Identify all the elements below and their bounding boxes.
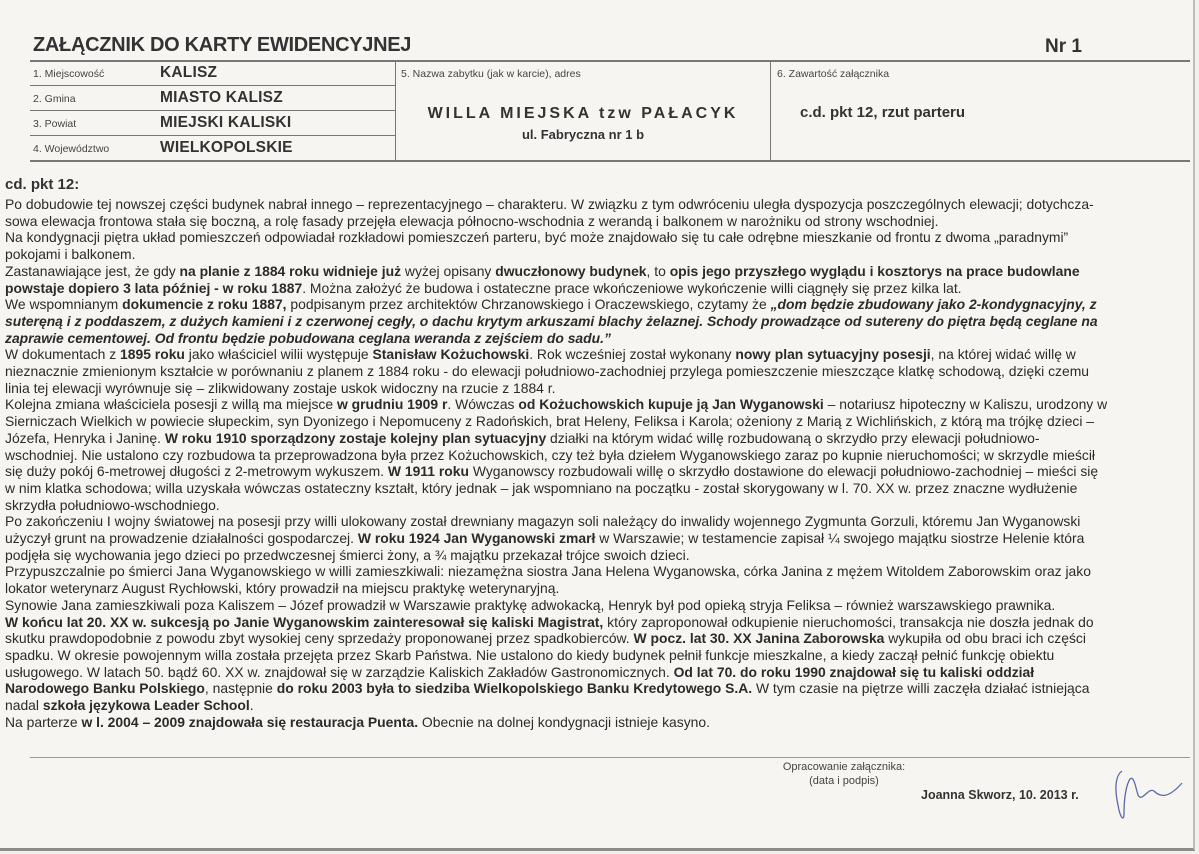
divider bbox=[30, 160, 1190, 162]
county-value: MIEJSKI KALISKI bbox=[160, 114, 292, 131]
text-segment: wyżej opisany bbox=[401, 262, 496, 279]
body-line bbox=[5, 447, 1107, 464]
emphasized-text: suteręną i z poddaszem, z dużych kamieni i z czerwonej cegły, o dachu krytym arkuszami blachy żelaznej. Schody prowadzące od sutereny do piętra będą ceglane na bbox=[5, 312, 1098, 329]
body-line bbox=[5, 330, 1107, 347]
emphasized-text: W roku 1924 Jan Wyganowski zmarł bbox=[357, 530, 596, 547]
emphasized-text: W końcu lat 20. XX w. sukcesją po Janie Wyganowskim zainteresował się kaliski Magistrat, bbox=[5, 613, 604, 630]
text-segment: w nim klatka schodowa; willa uzyskała wówczas ostateczny kształt, który jednak – jak wspomniano na początku - został skorygowany w l. 70. XX w. przez znaczne wydłużenie bbox=[5, 479, 1078, 496]
text-segment: skrzydła południowo-wschodniego. bbox=[5, 496, 220, 513]
emphasized-text: W pocz. lat 30. XX Janina Zaborowska bbox=[633, 630, 885, 647]
divider bbox=[30, 85, 395, 86]
body-line bbox=[5, 430, 1107, 447]
text-segment: nadal bbox=[5, 697, 43, 714]
emphasized-text: opis jego przyszłego wyglądu i kosztorys na prace budowlane bbox=[669, 262, 1080, 279]
emphasized-text: powstaje dopiero 3 lata później - w roku 1887 bbox=[5, 279, 303, 296]
locality-value: KALISZ bbox=[160, 64, 218, 81]
prepared-label: Opracowanie załącznika: bbox=[782, 761, 906, 773]
emphasized-text: do roku 2003 była to siedziba Wielkopolskiego Banku Kredytowego S.A. bbox=[276, 680, 753, 697]
text-segment: jako właściciel wilii występuje bbox=[184, 346, 373, 363]
section-heading: cd. pkt 12: bbox=[5, 176, 80, 193]
emphasized-text: na planie z 1884 roku widnieje już bbox=[179, 262, 402, 279]
text-segment: wschodniej. Nie ustalono czy rozbudowa ta przeprowadzona była przez Kożuchowskich, czy też była dziełem Wyganowskiego zaraz po kupnie nieruchomości; w skrzydle mieścił bbox=[5, 446, 1096, 463]
text-segment: . Wówczas bbox=[447, 396, 519, 413]
body-line bbox=[5, 196, 1107, 213]
body-line bbox=[5, 497, 1107, 514]
text-segment: , następnie bbox=[204, 680, 277, 697]
prepared-by-label bbox=[779, 760, 909, 788]
body-line bbox=[5, 513, 1107, 530]
text-segment: działki na którym widać willę rozbudowaną o skrzydło przy elewacji południowo- bbox=[546, 429, 1040, 446]
text-segment: sowa elewacja frontowa stała się boczną, a rolę fasady przejęła elewacja północno-wschodnia z werandą i balkonem w narożniku od strony wschodniej. bbox=[5, 212, 939, 229]
emphasized-text: dwuczłonowy budynek bbox=[495, 262, 647, 279]
text-segment: We wspomnianym bbox=[5, 296, 123, 313]
body-line bbox=[5, 697, 1107, 714]
body-line bbox=[5, 614, 1107, 631]
emphasized-text: W 1911 roku bbox=[387, 463, 469, 480]
locality-label: 1. Miejscowość bbox=[33, 68, 105, 80]
divider bbox=[30, 60, 1190, 62]
text-segment: Józefa, Henryka i Janinę. bbox=[5, 429, 165, 446]
text-segment: Sierniczach Wielkich w powiecie słupeckim, syn Dyonizego i Nepomuceny z Radońskich, brat Heleny, Feliksa i Karola; ożeniony z Marią z Wichlińskich, z którą ma trójkę dzieci – bbox=[5, 413, 1095, 430]
body-line bbox=[5, 246, 1107, 263]
text-segment: w Warszawie; w testamencie zapisał ¼ swojego majątku siostrze Helenie która bbox=[595, 530, 1085, 547]
body-line bbox=[5, 413, 1107, 430]
emphasized-text: w grudniu 1909 r bbox=[336, 396, 448, 413]
text-segment: lokator weterynarz August Rychłowski, który prowadził na miejscu praktykę weterynaryjną. bbox=[5, 580, 560, 597]
monument-label: 5. Nazwa zabytku (jak w karcie), adres bbox=[401, 68, 581, 80]
body-line bbox=[5, 547, 1107, 564]
body-line bbox=[5, 630, 1107, 647]
emphasized-text: Stanisław Kożuchowski bbox=[372, 346, 530, 363]
text-segment: który zaproponował odkupienie nieruchomości, transakcja nie doszła jednak do bbox=[603, 613, 1094, 630]
emphasized-text: od Kożuchowskich kupuje ją Jan Wyganowski bbox=[518, 396, 824, 413]
text-segment: spadku. W okresie powojennym willa została przejęta przez Skarb Państwa. Nie ustalono do kiedy budynek pełnił funkcje mieszkalne, a kiedy zaczął pełnić funkcję obiektu bbox=[5, 646, 1055, 663]
body-line bbox=[5, 346, 1107, 363]
body-line bbox=[5, 380, 1107, 397]
text-segment: usługowego. W latach 50. bądź 60. XX w. znajdował się w zarządzie Kaliskich Zakładów Gastronomicznych. bbox=[5, 663, 674, 680]
content-value: c.d. pkt 12, rzut parteru bbox=[800, 104, 966, 121]
divider bbox=[770, 61, 771, 160]
text-segment: Kolejna zmiana właściciela posesji z willą ma miejsce bbox=[5, 396, 337, 413]
emphasized-text: Od lat 70. do roku 1990 znajdował się tu kaliski oddział bbox=[673, 663, 1035, 680]
voivodeship-label: 4. Województwo bbox=[33, 143, 110, 155]
prepared-sublabel: (data i podpis) bbox=[809, 775, 879, 787]
monument-name: WILLA MIEJSKA tzw PAŁACYK bbox=[427, 105, 739, 122]
body-line bbox=[5, 563, 1107, 580]
author-date: Joanna Skworz, 10. 2013 r. bbox=[921, 788, 1079, 802]
body-line bbox=[5, 664, 1107, 681]
text-segment: W tym czasie na piętrze willi zaczęła działać istniejąca bbox=[752, 680, 1090, 697]
content-label: 6. Zawartość załącznika bbox=[777, 68, 890, 80]
text-segment: pokojami i balkonem. bbox=[5, 246, 136, 263]
text-segment: . Można założyć że budowa i ostateczne prace wkończeniowe wykończenie willi ciągnęły się przez kilka lat. bbox=[302, 279, 962, 296]
text-segment: – notariusz hipoteczny w Kaliszu, urodzony w bbox=[823, 396, 1108, 413]
text-segment: Po dobudowie tej nowszej części budynek nabrał innego – reprezentacyjnego – charakteru. W związku z tym odwróceniu uległa dyspozycja poszczególnych elewacji; dotychcza- bbox=[5, 196, 1094, 212]
text-segment: podjęła się wychowania jego dzieci po przedwczesnej śmierci żony, a ¾ majątku przekazał trójce swoich dzieci. bbox=[5, 546, 690, 563]
voivodeship-value: WIELKOPOLSKIE bbox=[160, 139, 293, 156]
text-segment: Przypuszczalnie po śmierci Jana Wyganowskiego w willi zamieszkiwali: niezamężna siostra Jana Helena Wyganowska, córka Janina z mężem Witoldem Zaborowskim oraz jako bbox=[5, 563, 1091, 580]
body-line bbox=[5, 597, 1107, 614]
body-line bbox=[5, 396, 1107, 413]
body-line bbox=[5, 263, 1107, 280]
text-segment: Wyganowscy rozbudowali willę o skrzydło dostawione do elewacji południowo-zachodniej – mieści się bbox=[468, 463, 1099, 480]
text-segment: Na parterze bbox=[5, 713, 82, 730]
body-line bbox=[5, 530, 1107, 547]
text-segment: , na której widać willę w bbox=[930, 346, 1076, 363]
text-segment: . Rok wcześniej został wykonany bbox=[529, 346, 736, 363]
emphasized-text: 1895 roku bbox=[120, 346, 185, 363]
emphasized-text: zaprawie cementowej. Od frontu będzie pobudowana ceglana weranda z zejściem do sadu.” bbox=[5, 329, 611, 346]
text-segment: skutku prawdopodobnie z powodu zbyt wysokiej ceny sprzedaży proponowanej przez spadkobierców. bbox=[5, 630, 634, 647]
body-line bbox=[5, 580, 1107, 597]
emphasized-text: W roku 1910 sporządzony zostaje kolejny plan sytuacyjny bbox=[164, 429, 547, 446]
body-line bbox=[5, 463, 1107, 480]
emphasized-text: „dom będzie zbudowany jako 2-kondygnacyjny, z bbox=[770, 296, 1097, 313]
commune-label: 2. Gmina bbox=[33, 93, 76, 105]
body-line bbox=[5, 296, 1107, 313]
divider bbox=[30, 757, 1190, 758]
emphasized-text: Narodowego Banku Polskiego bbox=[5, 680, 205, 697]
handwritten-signature bbox=[1110, 765, 1190, 825]
body-line bbox=[5, 213, 1107, 230]
text-segment: Po zakończeniu I wojny światowej na posesji przy willi ulokowany został drewniany magazyn soli należący do inwalidy wojennego Zygmunta Gorzuli, któremu Jan Wyganowski bbox=[5, 513, 1081, 530]
text-segment: wykupiła od obu braci ich części bbox=[884, 630, 1086, 647]
body-line bbox=[5, 363, 1107, 380]
text-segment: podpisanym przez architektów Chrzanowskiego i Oraczewskiego, czytamy że bbox=[286, 296, 771, 313]
body-line bbox=[5, 680, 1107, 697]
text-segment: W dokumentach z bbox=[5, 346, 121, 363]
text-segment: się duży pokój 6-metrowej długości z 2-metrowym wykuszem. bbox=[5, 463, 388, 480]
text-segment: Na kondygnacji piętra układ pomieszczeń odpowiadał rozkładowi pomieszczeń parteru, być może znajdowało się tu całe odrębne mieszkanie od frontu z dwoma „paradnymi” bbox=[5, 229, 1069, 246]
attachment-number: Nr 1 bbox=[1045, 36, 1082, 57]
emphasized-text: szkoła językowa Leader School bbox=[42, 697, 250, 714]
body-text bbox=[5, 196, 1107, 731]
text-segment: użyczył grunt na prowadzenie działalności gospodarczej. bbox=[5, 530, 358, 547]
commune-value: MIASTO KALISZ bbox=[160, 89, 283, 106]
divider bbox=[30, 135, 395, 136]
body-line bbox=[5, 647, 1107, 664]
text-segment: Zastanawiające jest, że gdy bbox=[5, 262, 180, 279]
body-line bbox=[5, 313, 1107, 330]
document-title: ZAŁĄCZNIK DO KARTY EWIDENCYJNEJ bbox=[33, 34, 412, 56]
emphasized-text: w l. 2004 – 2009 znajdowała się restauracja Puenta. bbox=[81, 713, 419, 730]
emphasized-text: dokumencie z roku 1887, bbox=[122, 296, 287, 313]
body-line bbox=[5, 714, 1107, 731]
text-segment: , to bbox=[646, 262, 670, 279]
text-segment: . bbox=[249, 697, 254, 714]
monument-address: ul. Fabryczna nr 1 b bbox=[521, 127, 645, 142]
divider bbox=[30, 110, 395, 111]
body-line bbox=[5, 280, 1107, 297]
text-segment: Obecnie na dolnej kondygnacji istnieje kasyno. bbox=[418, 713, 710, 730]
text-segment: Synowie Jana zamieszkiwali poza Kaliszem – Józef prowadził w Warszawie praktykę adwokacką, Henryk był pod opieką stryja Feliksa – również warszawskiego prawnika. bbox=[5, 596, 1056, 613]
county-label: 3. Powiat bbox=[33, 118, 77, 130]
emphasized-text: nowy plan sytuacyjny posesji bbox=[735, 346, 931, 363]
text-segment: linia tej elewacji wyrównuje się – zlikwidowany zostaje uskok widoczny na rzucie z 1884 r. bbox=[5, 379, 556, 396]
body-line bbox=[5, 480, 1107, 497]
body-line bbox=[5, 229, 1107, 246]
text-segment: nieznacznie zmienionym kształcie w porównaniu z planem z 1884 roku - do elewacji południowo-zachodniej przylega pomieszczenie mieszczące klatkę schodową, dzięki czemu bbox=[5, 363, 1090, 380]
